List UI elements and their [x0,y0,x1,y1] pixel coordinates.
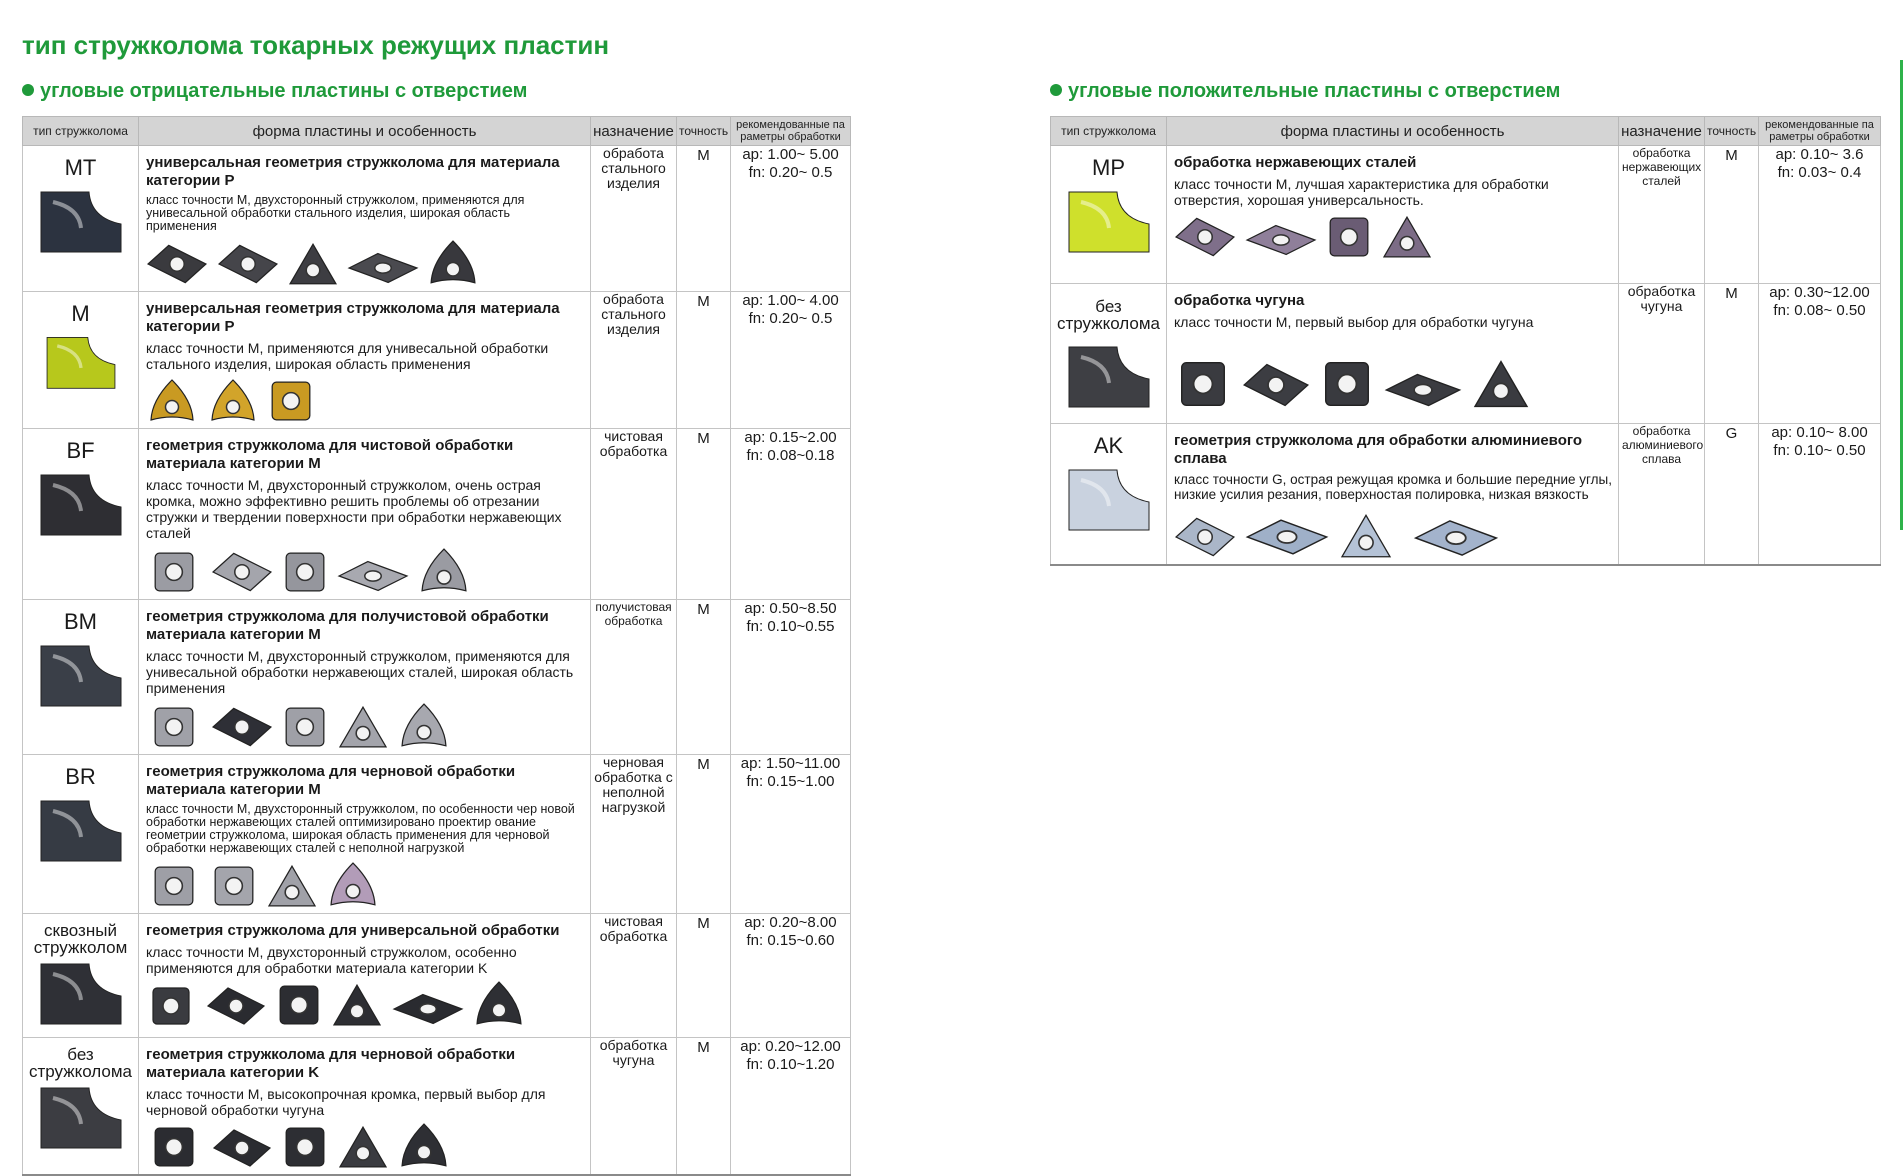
description-title: геометрия стружколома для черновой обработки материала категории K [146,1046,516,1081]
insert-square-icon [146,704,202,750]
description-text: класс точности M, двухсторонный стружколом, применяются для унивесальной обработки стального изделия, широкая область применения [146,193,525,233]
description-cell [139,914,591,1038]
chipbreaker-type: MP [1092,155,1125,180]
param-fn: fn: 0.10~0.55 [746,618,835,635]
params-cell [731,755,851,914]
chipbreaker-cell [23,429,139,600]
insert-long-rhombus-icon [337,557,409,595]
chipbreaker-cell [23,755,139,914]
table-row [23,914,851,1038]
accuracy-cell: M [677,1038,731,1176]
insert-images [146,547,584,595]
param-ap: ap: 0.30~12.00 [1769,284,1870,301]
header-chipbreaker-type: тип стружколома [1051,117,1167,146]
insert-triangle-icon [337,704,389,750]
description-cell [139,292,591,429]
description-cell [139,429,591,600]
insert-trigon-icon [398,1122,450,1170]
chipbreaker-type: BR [65,764,96,789]
insert-images [146,1122,584,1170]
chipbreaker-type: AK [1093,433,1124,458]
purpose-cell: чистовая обработка [591,914,677,1038]
insert-rhombus-icon [217,241,279,287]
chipbreaker-ak-image [1067,466,1151,532]
chipbreaker-none-image [39,1084,123,1150]
param-ap: ap: 1.50~11.00 [740,755,841,772]
param-fn: fn: 0.08~0.18 [746,447,835,464]
param-fn: fn: 0.20~ 0.5 [748,164,833,181]
insert-square-icon [1174,358,1232,410]
insert-triangle-icon [1472,358,1530,410]
purpose-cell: обработка алюминиевого сплава [1619,424,1705,566]
chipbreaker-through-image [39,960,123,1026]
description-title: геометрия стружколома для чистовой обработки материала категории M [146,437,514,472]
param-ap: ap: 0.20~12.00 [740,1038,841,1055]
description-title: обработка чугуна [1174,292,1305,309]
params-cell [731,292,851,429]
table-row [23,146,851,292]
insert-square-icon [211,863,257,909]
insert-images [146,239,584,287]
header-shape: форма пластины и особенность [1167,117,1619,146]
chipbreaker-cell [23,146,139,292]
param-fn: fn: 0.20~ 0.5 [748,310,833,327]
header-params: рекомендованные па раметры обработки [1759,117,1881,146]
chipbreaker-br-image [39,797,123,863]
insert-trigon-icon [418,547,470,595]
accuracy-cell: M [677,755,731,914]
insert-trigon-icon [428,239,478,287]
insert-square-icon [1320,358,1374,410]
chipbreaker-cell [23,1038,139,1176]
insert-triangle-icon [331,982,383,1028]
insert-images [146,861,584,909]
param-ap: ap: 1.00~ 5.00 [742,146,839,163]
chipbreaker-bm-image [39,642,123,708]
table-row [23,292,851,429]
purpose-cell: черновая обработка с неполной нагрузкой [591,755,677,914]
chipbreaker-bf-image [39,471,123,537]
insert-images [1174,358,1612,410]
chipbreaker-cell [1051,284,1167,424]
left-section-title [22,80,527,103]
param-ap: ap: 1.00~ 4.00 [742,292,839,309]
params-cell [731,600,851,755]
chipbreaker-cell [1051,424,1167,566]
insert-rhombus-icon [211,704,273,750]
param-fn: fn: 0.15~1.00 [746,773,835,790]
insert-long-rhombus-icon [347,249,419,287]
description-cell [1167,424,1619,566]
accuracy-cell: M [677,146,731,292]
purpose-cell: обработка нержавеющих сталей [1619,146,1705,284]
params-cell [1759,284,1881,424]
insert-trigon-icon [327,861,379,909]
params-cell [731,1038,851,1176]
chipbreaker-type: без стружколома [1056,297,1161,333]
right-table-header [1051,117,1881,146]
description-title: геометрия стружколома для получистовой обработки материала категории M [146,608,549,643]
purpose-cell: обработка чугуна [591,1038,677,1176]
insert-rhombus-icon [205,984,267,1028]
param-ap: ap: 0.20~8.00 [744,914,837,931]
chipbreaker-none-image [1067,340,1151,412]
accuracy-cell: M [1705,284,1759,424]
insert-long-rhombus-icon [392,990,464,1028]
page-title: тип стружколома токарных режущих пластин [22,30,610,60]
table-row [23,755,851,914]
bullet-icon [1050,84,1062,96]
description-cell [139,146,591,292]
left-table-header [23,117,851,146]
description-cell [1167,284,1619,424]
insert-triangle-icon [266,863,318,909]
insert-rhombus-icon [211,1126,273,1170]
accuracy-cell: M [677,429,731,600]
chipbreaker-mt-image [39,188,123,254]
description-title: обработка нержавеющих сталей [1174,154,1417,171]
description-text: класс точности M, первый выбор для обработки чугуна [1174,314,1534,330]
params-cell [731,914,851,1038]
insert-rhombus-icon [211,549,273,595]
description-title: геометрия стружколома для обработки алюминиевого сплава [1174,432,1583,467]
insert-square-icon [146,984,196,1028]
chipbreaker-m-image [39,334,123,390]
description-text: класс точности M, двухсторонный стружколом, применяются для унивесальной обработки нержавеющих сталей, широкая область применения [146,648,574,696]
header-purpose: назначение [1619,117,1705,146]
header-purpose: назначение [591,117,677,146]
chipbreaker-mp-image [1067,188,1151,254]
purpose-cell: обработа стального изделия [591,292,677,429]
chipbreaker-type: сквозный стружколом [33,921,128,957]
header-params: рекомендованные па раметры обработки [731,117,851,146]
left-table [22,116,851,1176]
insert-triangle-icon [337,1124,389,1170]
params-cell [731,429,851,600]
insert-long-rhombus-icon [1403,516,1509,560]
insert-rhombus-icon [146,241,208,287]
insert-long-rhombus-icon [1245,220,1317,260]
insert-long-rhombus-icon [1383,370,1463,410]
params-cell [1759,146,1881,284]
insert-images [1174,214,1612,260]
header-shape: форма пластины и особенность [139,117,591,146]
param-ap: ap: 0.50~8.50 [744,600,837,617]
bullet-icon [22,84,34,96]
description-text: класс точности G, острая режущая кромка и большие передние углы, низкие усилия резания, поверхностая полировка, низкая вязкость [1174,472,1612,502]
table-row [1051,284,1881,424]
chipbreaker-cell [23,914,139,1038]
chipbreaker-cell [23,600,139,755]
insert-triangle-icon [288,241,338,287]
insert-long-rhombus-icon [1245,514,1329,560]
insert-images [1174,512,1612,560]
table-row [1051,424,1881,566]
param-fn: fn: 0.15~0.60 [746,932,835,949]
insert-square-icon [146,1124,202,1170]
description-cell [1167,146,1619,284]
table-row [23,429,851,600]
insert-trigon-icon [398,702,450,750]
chipbreaker-type: без стружколома [28,1045,133,1081]
right-section-title-text: угловые положительные пластины с отверстием [1068,80,1561,102]
insert-triangle-icon [1338,512,1394,560]
description-text: класс точности M, двухсторонный стружколом, очень острая кромка, можно эффективно решить проблемы об отрезании стружки и твердении поверхности при обработки нержавеющих сталей [146,477,562,541]
purpose-cell: обработка чугуна [1619,284,1705,424]
purpose-cell: чистовая обработка [591,429,677,600]
description-cell [139,755,591,914]
accuracy-cell: G [1705,424,1759,566]
description-text: класс точности M, лучшая характеристика для обработки отверстия, хорошая универсальность. [1174,176,1549,208]
header-chipbreaker-type: тип стружколома [23,117,139,146]
insert-trigon-icon [473,980,525,1028]
insert-trigon-icon [207,378,259,424]
chipbreaker-type: M [71,301,90,326]
insert-square-icon [282,1124,328,1170]
insert-triangle-icon [1381,214,1433,260]
insert-rhombus-icon [1174,514,1236,560]
chipbreaker-cell [1051,146,1167,284]
table-row [23,600,851,755]
insert-images [146,702,584,750]
chipbreaker-type: BM [64,609,97,634]
description-title: универсальная геометрия стружколома для материала категории P [146,300,560,335]
description-text: класс точности M, двухсторонный стружколом, по особенности чер новой обработки нержавеющих сталей оптимизировано проектир ование геометрии стружколома, широкая область применения для черновой обработки нержавеющих сталей с неполной нагрузкой [146,802,575,855]
description-text: класс точности M, применяются для унивесальной обработки стального изделия, широкая область применения [146,340,549,372]
chipbreaker-type: MT [64,155,97,180]
chipbreaker-cell [23,292,139,429]
description-text: класс точности M, высокопрочная кромка, первый выбор для черновой обработки чугуна [146,1086,546,1118]
insert-images [146,980,584,1028]
description-title: универсальная геометрия стружколома для материала категории P [146,154,560,189]
insert-square-icon [268,378,314,424]
table-row [1051,146,1881,284]
chipbreaker-type: BF [66,438,95,463]
purpose-cell: обработа стального изделия [591,146,677,292]
right-table [1050,116,1881,566]
insert-trigon-icon [146,378,198,424]
param-fn: fn: 0.10~ 0.50 [1773,442,1866,459]
insert-square-icon [282,704,328,750]
header-accuracy: точность [677,117,731,146]
accuracy-cell: M [677,600,731,755]
table-row [23,1038,851,1176]
accuracy-cell: M [677,914,731,1038]
insert-square-icon [1326,214,1372,260]
right-section-title [1050,80,1560,103]
purpose-cell: получистовая обработка [591,600,677,755]
left-section-title-text: угловые отрицательные пластины с отверстием [40,80,528,102]
description-title: геометрия стружколома для универсальной обработки [146,922,560,939]
description-text: класс точности M, двухсторонный стружколом, особенно применяются для обработки материала категории K [146,944,517,976]
param-ap: ap: 0.10~ 3.6 [1775,146,1864,163]
insert-square-icon [276,982,322,1028]
header-accuracy: точность [1705,117,1759,146]
param-fn: fn: 0.10~1.20 [746,1056,835,1073]
param-ap: ap: 0.10~ 8.00 [1771,424,1868,441]
param-fn: fn: 0.03~ 0.4 [1777,164,1862,181]
insert-rhombus-icon [1241,360,1311,410]
params-cell [1759,424,1881,566]
description-cell [139,1038,591,1176]
param-fn: fn: 0.08~ 0.50 [1773,302,1866,319]
insert-square-icon [146,549,202,595]
accuracy-cell: M [1705,146,1759,284]
accuracy-cell: M [677,292,731,429]
description-title: геометрия стружколома для черновой обработки материала категории M [146,763,516,798]
insert-square-icon [282,549,328,595]
description-cell [139,600,591,755]
insert-square-icon [146,863,202,909]
params-cell [731,146,851,292]
insert-images [146,378,584,424]
param-ap: ap: 0.15~2.00 [744,429,837,446]
insert-rhombus-icon [1174,214,1236,260]
